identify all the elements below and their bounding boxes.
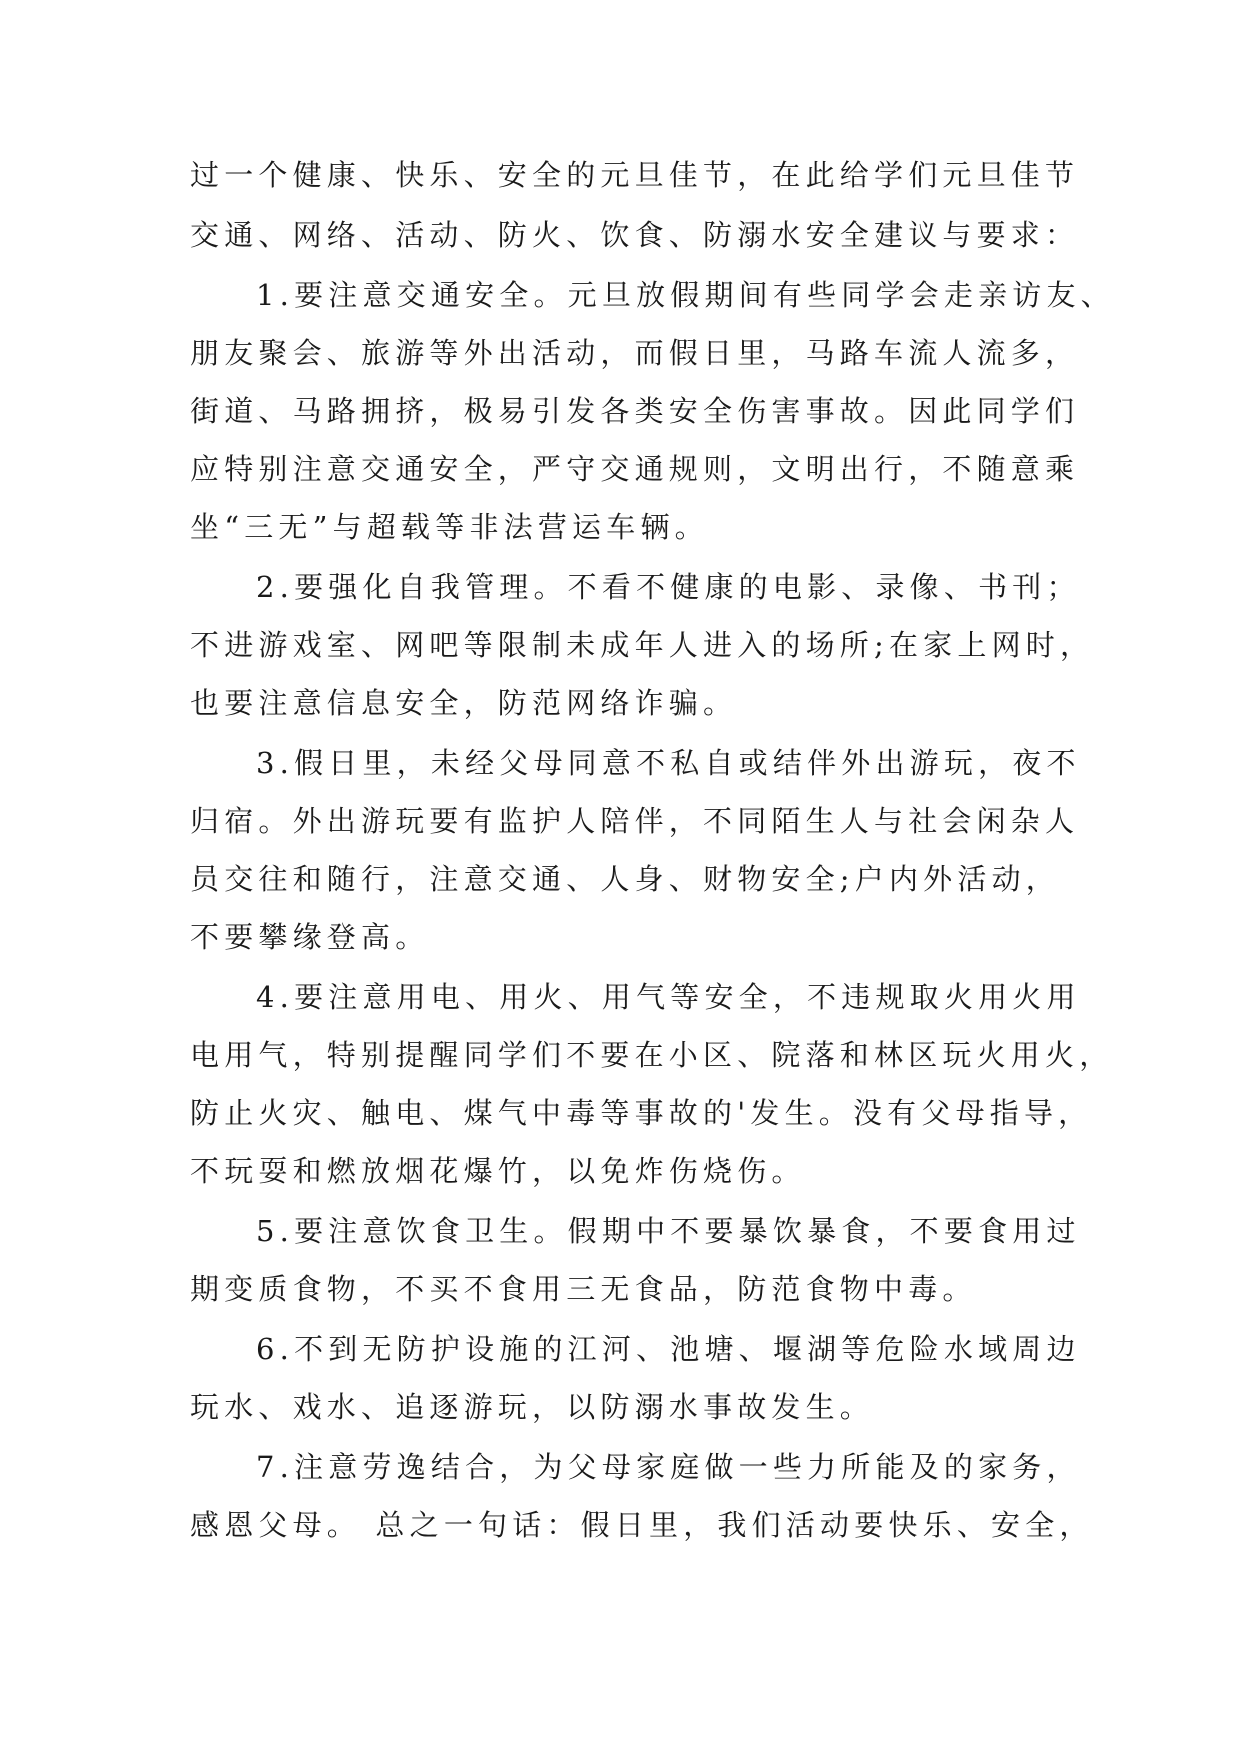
text-line: 7.注意劳逸结合，为父母家庭做一些力所能及的家务，: [256, 1450, 1081, 1484]
text-line: 街道、马路拥挤，极易引发各类安全伤害事故。因此同学们: [190, 394, 1080, 428]
text-line: 3.假日里，未经父母同意不私自或结伴外出游玩，夜不: [256, 746, 1081, 780]
text-line: 2.要强化自我管理。不看不健康的电影、录像、书刊；: [256, 570, 1081, 604]
text-line: 不进游戏室、网吧等限制未成年人进入的场所;在家上网时，: [190, 628, 1095, 662]
text-line: 应特别注意交通安全，严守交通规则，文明出行，不随意乘: [190, 452, 1080, 486]
text-line: 朋友聚会、旅游等外出活动，而假日里，马路车流人流多，: [190, 336, 1080, 370]
text-line: 坐“三无”与超载等非法营运车辆。: [190, 510, 709, 544]
text-line: 期变质食物，不买不食用三无食品，防范食物中毒。: [190, 1272, 977, 1306]
text-line: 防止火灾、触电、煤气中毒等事故的'发生。没有父母指导，: [190, 1096, 1093, 1130]
text-line: 也要注意信息安全，防范网络诈骗。: [190, 686, 738, 720]
text-line: 玩水、戏水、追逐游玩，以防溺水事故发生。: [190, 1390, 875, 1424]
text-line: 感恩父母。 总之一句话：假日里，我们活动要快乐、安全，: [190, 1508, 1094, 1542]
text-line: 1.要注意交通安全。元旦放假期间有些同学会走亲访友、: [256, 278, 1115, 312]
text-line: 归宿。外出游玩要有监护人陪伴，不同陌生人与社会闲杂人: [190, 804, 1080, 838]
text-line: 过一个健康、快乐、安全的元旦佳节，在此给学们元旦佳节: [190, 158, 1080, 192]
text-line: 不玩耍和燃放烟花爆竹，以免炸伤烧伤。: [190, 1154, 806, 1188]
text-line: 电用气，特别提醒同学们不要在小区、院落和林区玩火用火，: [190, 1038, 1114, 1072]
text-line: 员交往和随行，注意交通、人身、财物安全;户内外活动，: [190, 862, 1060, 896]
text-line: 5.要注意饮食卫生。假期中不要暴饮暴食，不要食用过: [256, 1214, 1081, 1248]
text-line: 6.不到无防护设施的江河、池塘、堰湖等危险水域周边: [256, 1332, 1081, 1366]
text-line: 4.要注意用电、用火、用气等安全，不违规取火用火用: [256, 980, 1081, 1014]
text-line: 交通、网络、活动、防火、饮食、防溺水安全建议与要求：: [190, 218, 1080, 252]
text-line: 不要攀缘登高。: [190, 920, 430, 954]
